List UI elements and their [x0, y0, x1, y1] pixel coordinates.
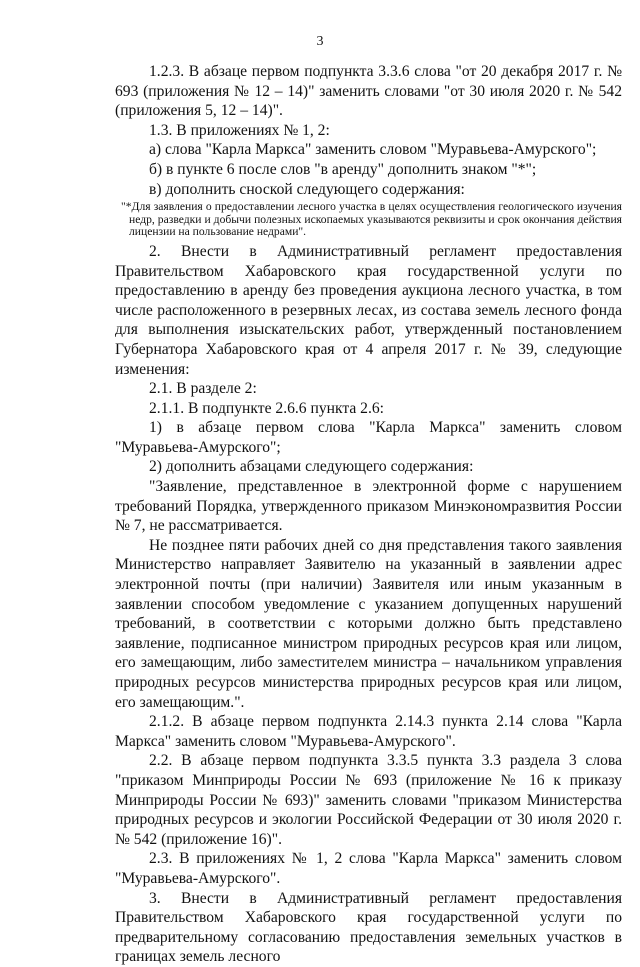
- paragraph: 1.2.3. В абзаце первом подпункта 3.3.6 слова "от 20 декабря 2017 г. № 693 (приложения № 12 – 14)" заменить словами "от 30 июля 2020 г. № 542 (приложения 5, 12 – 14)".: [115, 63, 622, 120]
- paragraph: б) в пункте 6 после слов "в аренду" дополнить знаком "*";: [149, 160, 537, 178]
- paragraph: Не позднее пяти рабочих дней со дня представления такого заявления Министерство направляет Заявителю на указанный в заявлении адрес электронной почты (при наличии) Заявителя или иным указанным в заявлении способом уведомление с указанием допущенных нарушений требований, в соответствии с которыми должно быть представлено заявление, подписанное министром природных ресурсов края или лицом, его замещающим, либо заместителем министра – начальником управления природных ресурсов министерства природных ресурсов края или лицом, его замещающим.".: [115, 536, 622, 711]
- paragraph: "Заявление, представленное в электронной форме с нарушением требований Порядка, утвержденного приказом Минэкономразвития России № 7, не рассматривается.: [115, 478, 622, 535]
- paragraph: 2.2. В абзаце первом подпункта 3.3.5 пункта 3.3 раздела 3 слова "приказом Минприроды России № 693 (приложение № 16 к приказу Минприроды России № 693)" заменить словами "приказом Министерства природных ресурсов и экологии Российской Федерации от 30 июля 2020 г. № 542 (приложение 16)".: [115, 752, 622, 848]
- document-body: [115, 62, 622, 967]
- footnote-text: "*Для заявления о предоставлении лесного участка в целях осуществления геологического изучения недр, разведки и добычи полезных ископаемых указываются реквизиты и срок окончания действия лицензии на пользование недрами".: [121, 200, 622, 239]
- paragraph: 1) в абзаце первом слова "Карла Маркса" заменить словом "Муравьева-Амурского";: [115, 419, 622, 456]
- paragraph: 2.3. В приложениях № 1, 2 слова "Карла Маркса" заменить словом "Муравьева-Амурского".: [115, 850, 622, 887]
- paragraph: 2.1. В разделе 2:: [149, 380, 257, 398]
- paragraph: 2.1.2. В абзаце первом подпункта 2.14.3 пункта 2.14 слова "Карла Маркса" заменить словом "Муравьева-Амурского".: [115, 713, 622, 750]
- paragraph: в) дополнить сноской следующего содержания:: [149, 180, 465, 198]
- page-number: 3: [316, 34, 324, 49]
- paragraph: 2. Внести в Административный регламент предоставления Правительством Хабаровского края государственной услуги по предоставлению в аренду без проведения аукциона лесного участка, в том числе расположенного в резервных лесах, из состава земель лесного фонда для выполнения изыскательских работ, утвержденный постановлением Губернатора Хабаровского края от 4 апреля 2017 г. № 39, следующие изменения:: [115, 242, 622, 378]
- paragraph: 1.3. В приложениях № 1, 2:: [149, 121, 330, 139]
- paragraph: 2.1.1. В подпункте 2.6.6 пункта 2.6:: [149, 399, 384, 417]
- paragraph: 2) дополнить абзацами следующего содержания:: [149, 458, 474, 476]
- paragraph: 3. Внести в Административный регламент предоставления Правительством Хабаровского края государственной услуги по предварительному согласованию предоставления земельных участков в границах земель лесного: [115, 889, 622, 966]
- paragraph: а) слова "Карла Маркса" заменить словом "Муравьева-Амурского";: [149, 141, 597, 159]
